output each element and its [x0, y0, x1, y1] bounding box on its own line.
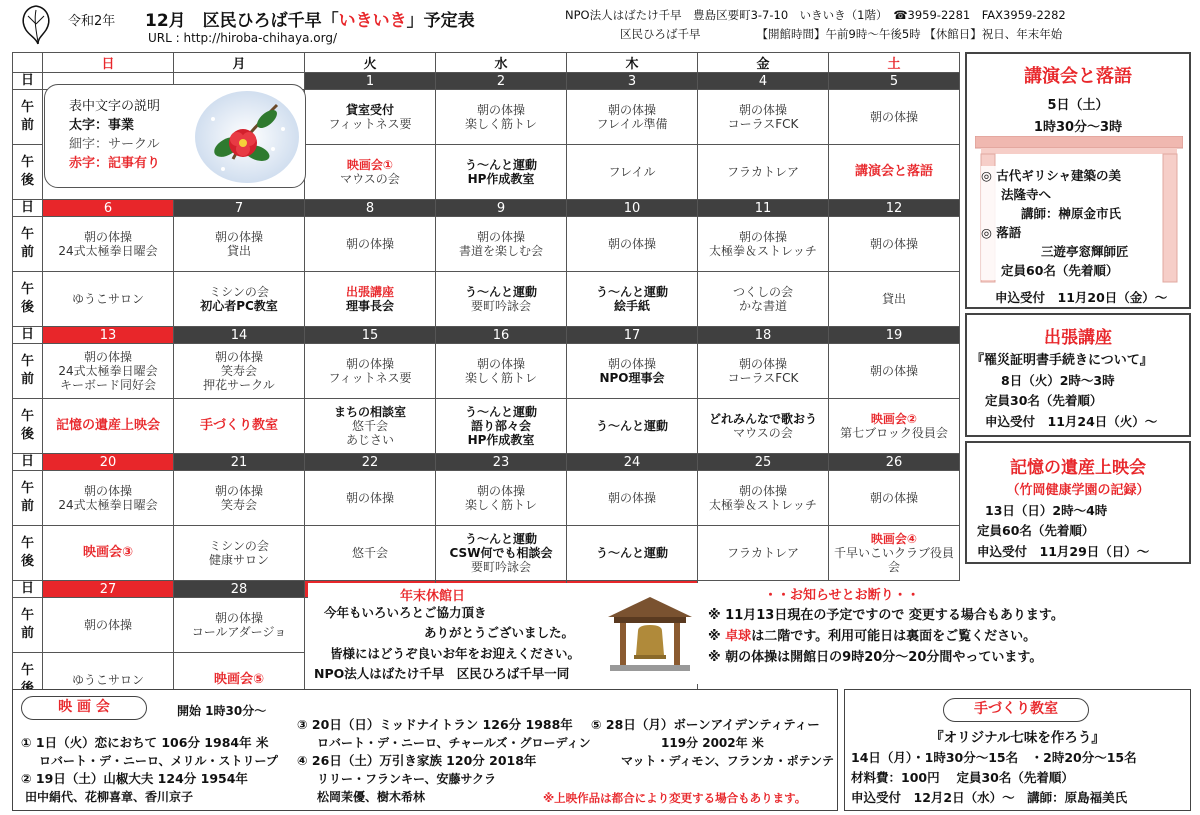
movie-box — [12, 689, 838, 811]
am-label — [13, 217, 43, 272]
date-cell: 26 — [829, 454, 960, 471]
schedule-cell — [43, 344, 174, 399]
schedule-cell — [698, 344, 829, 399]
movie-item-detail: 119分 2002年 米 — [661, 736, 764, 750]
memory-title: 記憶の遺産上映会 — [1010, 458, 1146, 478]
event-text: どれみんなで歌おう — [708, 412, 817, 426]
movie-title: 映 画 会 — [21, 696, 147, 720]
schedule-cell — [698, 217, 829, 272]
movie-item: ③ 20日（日）ミッドナイトラン 126分 1988年 — [297, 717, 573, 732]
event-text: 講演会と落語 — [854, 164, 933, 179]
date-cell: 20 — [43, 454, 174, 471]
schedule-cell — [698, 90, 829, 145]
event-text: 朝の体操 — [607, 237, 656, 251]
outreach-capacity: 定員30名（先着順） — [985, 393, 1103, 408]
event-text: コーラスFCK — [727, 371, 799, 385]
schedule-cell — [567, 471, 698, 526]
event-text: 太極拳＆ストレッチ — [709, 498, 817, 512]
schedule-cell — [174, 471, 305, 526]
lecture-date: 5日（土） — [1047, 98, 1109, 113]
event-text: 健康サロン — [208, 553, 269, 567]
event-text: 第七ブロック役員会 — [840, 426, 948, 440]
year-end-line1: 今年もいろいろとご協力頂き — [324, 605, 487, 620]
am-label-text: 午前 — [20, 608, 34, 641]
event-text: フィットネス要 — [328, 371, 412, 385]
event-text: つくしの会 — [732, 285, 793, 299]
date-cell: 9 — [436, 200, 567, 217]
event-text: 楽しく筋トレ — [464, 371, 537, 385]
movie-cast: マット・ディモン、フランカ・ポテンテ — [621, 754, 835, 768]
pm-label-text: 午後 — [20, 409, 34, 442]
event-text: 朝の体操 — [738, 230, 787, 244]
event-text: 朝の体操 — [345, 237, 394, 251]
date-cell: 10 — [567, 200, 698, 217]
event-text: 悠千会 — [351, 546, 388, 560]
event-text: 朝の体操 — [214, 484, 263, 498]
schedule-cell — [829, 344, 960, 399]
date-cell: 28 — [174, 581, 305, 598]
memory-capacity: 定員60名（先着順） — [977, 523, 1095, 538]
event-text: 貸室受付 — [345, 103, 394, 117]
org-info: NPO法人はばたけ千早 豊島区要町3-7-10 いきいき（1階） ☎3959-2281 FAX3959-2282 — [565, 8, 1066, 22]
schedule-cell — [829, 399, 960, 454]
movie-cast: ロバート・デ・ニーロ、チャールズ・グローディン — [317, 736, 591, 750]
date-cell: 24 — [567, 454, 698, 471]
movie-note: ※上映作品は都合により変更する場合もあります。 — [543, 791, 807, 805]
event-text: 朝の体操 — [607, 103, 656, 117]
schedule-cell — [698, 272, 829, 327]
date-cell: 7 — [174, 200, 305, 217]
movie-item: ④ 26日（土）万引き家族 120分 2018年 — [297, 753, 537, 768]
notice-list — [708, 605, 1064, 668]
movie-cast: 松岡茉優、樹木希林 — [317, 790, 426, 804]
weekday-header: 月 — [174, 53, 305, 73]
craft-title: 手づくり教室 — [943, 698, 1089, 722]
lecture-speaker: 三遊亭窓輝師匠 — [1041, 244, 1129, 259]
page-title: 12月 区民ひろば千早「いきいき」予定表 — [145, 11, 475, 31]
pm-label-text: 午後 — [20, 282, 34, 315]
am-row — [13, 344, 960, 399]
schedule-cell — [829, 90, 960, 145]
lecture-apply: 申込受付 11月20日（金）～ — [995, 290, 1168, 305]
am-row — [13, 471, 960, 526]
outreach-date: 8日（火）2時～3時 — [1001, 373, 1115, 388]
schedule-cell — [305, 217, 436, 272]
year-end-box — [308, 583, 698, 684]
date-cell: 6 — [43, 200, 174, 217]
event-text: う～んと運動 — [595, 285, 668, 299]
schedule-cell — [43, 217, 174, 272]
date-cell: 18 — [698, 327, 829, 344]
schedule-cell — [698, 526, 829, 581]
lecture-speaker: 講師：榊原金市氏 — [1021, 206, 1122, 221]
schedule-cell — [436, 344, 567, 399]
date-cell: 25 — [698, 454, 829, 471]
weekday-header: 火 — [305, 53, 436, 73]
am-label-text: 午前 — [20, 227, 34, 260]
date-cell: 1 — [305, 73, 436, 90]
lecture-title: 講演会と落語 — [1024, 66, 1132, 87]
event-text: キーボード同好会 — [59, 378, 156, 392]
event-text: 朝の体操 — [214, 350, 263, 364]
sunday-label: 日 — [13, 200, 43, 217]
event-text: 朝の体操 — [83, 350, 132, 364]
lecture-item: ◎ 古代ギリシャ建築の美 — [981, 168, 1122, 183]
schedule-cell — [829, 145, 960, 200]
movie-item: ① 1日（火）恋におちて 106分 1984年 米 — [21, 735, 269, 750]
event-text: 悠千会 — [351, 419, 388, 433]
schedule-cell — [305, 90, 436, 145]
camellia-illustration-icon — [193, 89, 301, 185]
event-text: 朝の体操 — [738, 103, 787, 117]
legend-bold: 太字：事業 — [69, 118, 135, 133]
schedule-cell — [436, 471, 567, 526]
event-text: マウスの会 — [340, 172, 400, 186]
movie-list-3 — [591, 716, 834, 770]
event-text: コーラスFCK — [727, 117, 799, 131]
craft-times: 14日（月）・1時30分～15名 ・2時20分～15名 — [851, 750, 1137, 765]
event-text: コールアダージョ — [191, 625, 287, 639]
event-text: HP作成教室 — [467, 172, 535, 186]
date-row — [13, 454, 960, 471]
year-end-line2: ありがとうございました。 — [424, 625, 575, 640]
year-end-title: 年末休館日 — [400, 589, 466, 604]
date-cell: 5 — [829, 73, 960, 90]
event-text: 朝の体操 — [869, 110, 918, 124]
legend-box — [44, 84, 306, 188]
event-text: 朝の体操 — [345, 357, 394, 371]
movie-item: ② 19日（土）山椒大夫 124分 1954年 — [21, 771, 248, 786]
pm-label — [13, 272, 43, 327]
date-row — [13, 200, 960, 217]
notice-item: ※ 朝の体操は開館日の9時20分～20分間やっています。 — [708, 650, 1043, 665]
lecture-item: ◎ 落語 — [981, 225, 1022, 240]
leaf-logo-icon — [16, 2, 56, 46]
event-text: 朝の体操 — [83, 484, 132, 498]
movie-item: ⑤ 28日（月）ボーンアイデンティティー — [591, 717, 820, 732]
event-text: 朝の体操 — [738, 357, 787, 371]
movie-cast: リリー・フランキー、安藤サクラ — [317, 772, 497, 786]
am-row — [13, 217, 960, 272]
event-text: 笑寿会 — [220, 364, 257, 378]
temple-bell-icon — [604, 591, 696, 673]
event-text: ゆうこサロン — [71, 673, 144, 687]
event-text: 映画会⑤ — [213, 672, 264, 687]
sunday-label: 日 — [13, 327, 43, 344]
weekday-header-row — [13, 53, 960, 73]
event-text: 朝の体操 — [476, 357, 525, 371]
pm-label-text: 午後 — [20, 155, 34, 188]
event-text: フィットネス要 — [328, 117, 412, 131]
event-text: 朝の体操 — [83, 618, 132, 632]
event-text: NPO理事会 — [599, 371, 665, 385]
year-end-line3: 皆様にはどうぞ良いお年をお迎えください。 — [330, 646, 581, 661]
am-label — [13, 90, 43, 145]
notice-title: ・・お知らせとお断り・・ — [764, 588, 920, 603]
lecture-details — [981, 166, 1129, 280]
event-text: 朝の体操 — [869, 364, 918, 378]
date-row — [13, 327, 960, 344]
date-cell: 4 — [698, 73, 829, 90]
event-text: 映画会② — [870, 412, 918, 426]
event-text: 朝の体操 — [476, 484, 525, 498]
date-cell: 23 — [436, 454, 567, 471]
schedule-cell — [174, 598, 305, 653]
event-text: 記憶の遺産上映会 — [55, 418, 160, 433]
date-cell: 8 — [305, 200, 436, 217]
event-text: 初心者PC教室 — [200, 299, 278, 313]
schedule-cell — [567, 399, 698, 454]
movie-cast: ロバート・デ・ニーロ、メリル・ストリープ — [39, 754, 278, 768]
event-text: 朝の体操 — [869, 237, 918, 251]
schedule-cell — [43, 526, 174, 581]
date-cell: 2 — [436, 73, 567, 90]
schedule-cell — [305, 471, 436, 526]
event-text: フレイル — [608, 165, 656, 179]
corner-cell — [13, 53, 43, 73]
date-cell: 13 — [43, 327, 174, 344]
pm-label-text: 午後 — [20, 536, 34, 569]
am-label-text: 午前 — [20, 481, 34, 514]
site-url[interactable]: URL : http://hiroba-chihaya.org/ — [148, 31, 337, 45]
event-text: かな書道 — [738, 299, 787, 313]
schedule-cell — [567, 272, 698, 327]
event-text: 映画会③ — [82, 545, 133, 560]
event-text: う～んと運動 — [464, 532, 537, 546]
craft-details — [851, 748, 1137, 808]
date-cell: 19 — [829, 327, 960, 344]
event-text: 要町吟詠会 — [470, 299, 531, 313]
event-text: 朝の体操 — [476, 103, 525, 117]
event-text: う～んと運動 — [464, 405, 537, 419]
event-text: まちの相談室 — [333, 405, 406, 419]
schedule-cell — [43, 272, 174, 327]
event-text: う～んと運動 — [464, 285, 537, 299]
schedule-cell — [698, 145, 829, 200]
am-label — [13, 471, 43, 526]
event-text: フラカトレア — [726, 165, 799, 179]
schedule-cell — [436, 217, 567, 272]
legend-title: 表中文字の説明 — [69, 99, 161, 114]
event-text: 映画会④ — [870, 532, 918, 546]
schedule-cell — [436, 272, 567, 327]
outreach-topic: 『罹災証明書手続きについて』 — [971, 353, 1153, 368]
event-text: あじさい — [345, 433, 394, 447]
event-text: う～んと運動 — [595, 419, 668, 433]
schedule-cell — [305, 145, 436, 200]
event-text: マウスの会 — [733, 426, 793, 440]
event-text: 絵手紙 — [613, 299, 650, 313]
pm-label — [13, 526, 43, 581]
lecture-capacity: 定員60名（先着順） — [1001, 263, 1119, 278]
movie-list-1 — [21, 734, 278, 806]
schedule-cell — [829, 471, 960, 526]
event-text: 朝の体操 — [214, 611, 263, 625]
schedule-cell — [305, 526, 436, 581]
pm-label-text: 午 — [20, 663, 34, 678]
event-text: 笑寿会 — [220, 498, 257, 512]
movie-cast: 田中絹代、花柳喜章、香川京子 — [25, 790, 194, 804]
schedule-cell — [698, 471, 829, 526]
era: 令和2年 — [68, 14, 116, 29]
craft-box — [844, 689, 1191, 811]
pm-row — [13, 526, 960, 581]
weekday-header: 日 — [43, 53, 174, 73]
event-text: 朝の体操 — [476, 230, 525, 244]
schedule-cell — [305, 399, 436, 454]
event-text: 朝の体操 — [738, 484, 787, 498]
legend-thin: 細字：サークル — [69, 137, 160, 152]
event-text: 映画会① — [346, 158, 394, 172]
event-text: 書道を楽しむ会 — [458, 244, 543, 258]
sunday-label: 日 — [13, 454, 43, 471]
schedule-cell — [43, 471, 174, 526]
event-text: 楽しく筋トレ — [464, 498, 537, 512]
schedule-cell — [174, 526, 305, 581]
schedule-cell — [174, 272, 305, 327]
notice-item: ※ 11月13日現在の予定ですので 変更する場合もあります。 — [708, 608, 1064, 623]
event-text: 朝の体操 — [607, 491, 656, 505]
schedule-cell — [305, 272, 436, 327]
event-text: 24式太極拳日曜会 — [58, 498, 158, 512]
schedule-cell — [567, 344, 698, 399]
event-text: 朝の体操 — [214, 230, 263, 244]
event-text: 押花サークル — [203, 378, 275, 392]
pm-row — [13, 399, 960, 454]
event-text: 朝の体操 — [869, 491, 918, 505]
am-label-text: 午前 — [20, 354, 34, 387]
schedule-cell — [567, 145, 698, 200]
schedule-cell — [698, 399, 829, 454]
event-text: 朝の体操 — [345, 491, 394, 505]
am-label — [13, 598, 43, 653]
lecture-time: 1時30分～3時 — [1033, 120, 1123, 135]
event-text: 貸出 — [226, 244, 251, 258]
event-text: 24式太極拳日曜会 — [58, 244, 158, 258]
event-text: 理事長会 — [345, 299, 394, 313]
craft-apply: 申込受付 12月2日（水）～ 講師：原島福美氏 — [851, 790, 1128, 805]
event-text: ミシンの会 — [209, 285, 269, 299]
schedule-cell — [567, 217, 698, 272]
notice-item: ※ 卓球は二階です。利用可能日は裏面をご覧ください。 — [708, 629, 1037, 644]
event-text: フラカトレア — [726, 546, 799, 560]
schedule-cell — [43, 399, 174, 454]
memory-apply: 申込受付 11月29日（日）～ — [977, 544, 1150, 559]
am-label — [13, 344, 43, 399]
event-text: 千早いこいクラブ役員会 — [833, 546, 954, 574]
hours-info: 区民ひろば千早 【開館時間】午前9時～午後5時 【休館日】祝日、年末年始 — [620, 27, 1063, 41]
date-cell: 21 — [174, 454, 305, 471]
outreach-apply: 申込受付 11月24日（火）～ — [985, 414, 1158, 429]
weekday-header: 水 — [436, 53, 567, 73]
schedule-cell — [436, 526, 567, 581]
event-text: 出張講座 — [345, 285, 394, 299]
schedule-cell — [829, 272, 960, 327]
movie-start: 開始 1時30分～ — [177, 704, 267, 718]
outreach-title: 出張講座 — [1044, 328, 1112, 348]
weekday-header: 金 — [698, 53, 829, 73]
event-text: 語り部々会 — [470, 419, 531, 433]
legend-red: 赤字：記事有り — [69, 156, 161, 171]
schedule-cell — [567, 90, 698, 145]
event-text: 貸出 — [881, 292, 906, 306]
memory-subtitle: （竹岡健康学園の記録） — [1006, 483, 1150, 498]
event-text: ゆうこサロン — [71, 292, 144, 306]
event-text: う～んと運動 — [464, 158, 537, 172]
memory-date: 13日（日）2時～4時 — [985, 503, 1108, 518]
lecture-box — [965, 52, 1191, 309]
pm-label — [13, 399, 43, 454]
event-text: 朝の体操 — [83, 230, 132, 244]
schedule-cell — [174, 399, 305, 454]
event-text: フレイル準備 — [596, 117, 668, 131]
pm-label — [13, 145, 43, 200]
year-end-line4: NPO法人はばたけ千早 区民ひろば千早一同 — [314, 666, 570, 681]
date-cell: 15 — [305, 327, 436, 344]
event-text: 太極拳＆ストレッチ — [709, 244, 817, 258]
event-text: 24式太極拳日曜会 — [58, 364, 158, 378]
sunday-label: 日 — [13, 581, 43, 598]
date-cell: 14 — [174, 327, 305, 344]
schedule-cell — [174, 344, 305, 399]
schedule-cell — [43, 598, 174, 653]
outreach-box — [965, 313, 1191, 437]
event-text: CSW何でも相談会 — [449, 546, 553, 560]
event-text: 朝の体操 — [607, 357, 656, 371]
date-cell: 27 — [43, 581, 174, 598]
schedule-cell — [305, 344, 436, 399]
schedule-cell — [829, 217, 960, 272]
event-text: 手づくり教室 — [199, 418, 278, 433]
date-cell: 17 — [567, 327, 698, 344]
date-cell: 3 — [567, 73, 698, 90]
craft-topic: 『オリジナル七味を作ろう』 — [930, 730, 1105, 746]
date-cell: 12 — [829, 200, 960, 217]
sunday-label: 日 — [13, 73, 43, 90]
event-text: HP作成教室 — [467, 433, 535, 447]
date-cell: 11 — [698, 200, 829, 217]
schedule-cell — [174, 217, 305, 272]
event-text: う～んと運動 — [595, 546, 668, 560]
weekday-header: 土 — [829, 53, 960, 73]
date-cell: 16 — [436, 327, 567, 344]
event-text: ミシンの会 — [209, 539, 269, 553]
weekday-header: 木 — [567, 53, 698, 73]
event-text: 要町吟詠会 — [470, 560, 531, 574]
pm-row — [13, 272, 960, 327]
schedule-cell — [436, 90, 567, 145]
craft-fee: 材料費：100円 定員30名（先着順） — [851, 770, 1074, 785]
schedule-cell — [436, 399, 567, 454]
date-cell: 22 — [305, 454, 436, 471]
lecture-item: 法隆寺へ — [1001, 187, 1052, 202]
schedule-cell — [567, 526, 698, 581]
event-text: 楽しく筋トレ — [464, 117, 537, 131]
schedule-cell — [436, 145, 567, 200]
am-label-text: 午前 — [20, 100, 34, 133]
schedule-cell — [829, 526, 960, 581]
memory-box — [965, 441, 1191, 564]
